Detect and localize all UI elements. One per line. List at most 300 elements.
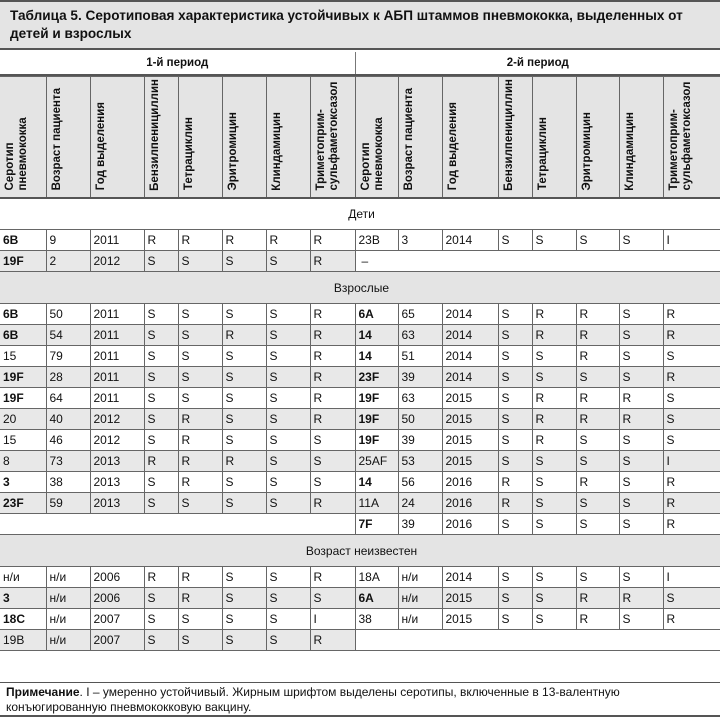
trimethoprim-cell: S xyxy=(663,430,720,451)
clindamycin-cell: R xyxy=(619,388,663,409)
erythromycin-cell: R xyxy=(576,409,619,430)
erythromycin-cell: S xyxy=(222,567,266,588)
age-cell: н/и xyxy=(398,588,442,609)
benzylpenicillin-cell: R xyxy=(498,472,532,493)
serotype-cell: 19B xyxy=(0,630,46,651)
erythromycin-cell: S xyxy=(576,514,619,535)
serotype-cell: 19F xyxy=(0,251,46,272)
age-cell: 46 xyxy=(46,430,90,451)
benzylpenicillin-cell: S xyxy=(498,388,532,409)
benzylpenicillin-cell: R xyxy=(144,567,178,588)
tetracycline-cell: R xyxy=(178,588,222,609)
tetracycline-cell: R xyxy=(532,409,576,430)
note-label: Примечание xyxy=(6,685,80,699)
age-cell: 38 xyxy=(46,472,90,493)
erythromycin-cell: S xyxy=(222,388,266,409)
age-cell: 50 xyxy=(398,409,442,430)
benzylpenicillin-cell: S xyxy=(144,472,178,493)
age-cell: 9 xyxy=(46,230,90,251)
clindamycin-cell: S xyxy=(619,325,663,346)
benzylpenicillin-cell: S xyxy=(144,251,178,272)
clindamycin-cell: S xyxy=(266,388,310,409)
serotype-cell: 20 xyxy=(0,409,46,430)
year-cell: 2014 xyxy=(442,304,498,325)
section-label: Взрослые xyxy=(0,272,720,304)
serotype-cell: 19F xyxy=(0,388,46,409)
clindamycin-cell: S xyxy=(619,304,663,325)
column-header-label: Эритромицин xyxy=(580,112,593,191)
erythromycin-cell: R xyxy=(576,609,619,630)
clindamycin-cell: S xyxy=(266,630,310,651)
table-row xyxy=(0,609,720,630)
tetracycline-cell: S xyxy=(178,493,222,514)
column-header-label: Бензилпенициллин xyxy=(148,78,161,191)
erythromycin-cell: R xyxy=(576,304,619,325)
clindamycin-cell: S xyxy=(619,567,663,588)
column-header xyxy=(310,77,355,198)
year-cell: 2014 xyxy=(442,567,498,588)
tetracycline-cell: S xyxy=(178,367,222,388)
age-cell: н/и xyxy=(46,588,90,609)
benzylpenicillin-cell: S xyxy=(144,304,178,325)
table-title: Таблица 5. Серотиповая характеристика устойчивых к АБП штаммов пневмококка, выделенных от детей и взрослых xyxy=(0,0,720,50)
column-header-label: Год выделения xyxy=(94,102,107,191)
tetracycline-cell: R xyxy=(532,430,576,451)
serotype-cell: 15 xyxy=(0,430,46,451)
year-cell: 2013 xyxy=(90,493,144,514)
clindamycin-cell: S xyxy=(619,230,663,251)
tetracycline-cell: S xyxy=(532,514,576,535)
column-header xyxy=(266,77,310,198)
tetracycline-cell: S xyxy=(178,609,222,630)
benzylpenicillin-cell: S xyxy=(144,609,178,630)
column-header-label: Бензилпенициллин xyxy=(502,78,515,191)
tetracycline-cell: S xyxy=(178,388,222,409)
age-cell: 79 xyxy=(46,346,90,367)
trimethoprim-cell: R xyxy=(310,251,355,272)
year-cell: 2011 xyxy=(90,230,144,251)
erythromycin-cell: S xyxy=(222,630,266,651)
trimethoprim-cell: S xyxy=(310,430,355,451)
benzylpenicillin-cell: S xyxy=(144,346,178,367)
clindamycin-cell: S xyxy=(266,430,310,451)
table-row xyxy=(0,451,720,472)
column-header xyxy=(619,77,663,198)
trimethoprim-cell: R xyxy=(310,567,355,588)
erythromycin-cell: R xyxy=(222,325,266,346)
column-header-label: Возраст пациента xyxy=(402,88,415,191)
age-cell: н/и xyxy=(398,609,442,630)
serotype-cell: 7F xyxy=(355,514,398,535)
column-header xyxy=(532,77,576,198)
age-cell: 3 xyxy=(398,230,442,251)
empty-cell xyxy=(0,514,355,535)
column-header xyxy=(90,77,144,198)
serotype-cell: 18A xyxy=(355,567,398,588)
column-header xyxy=(178,77,222,198)
benzylpenicillin-cell: R xyxy=(144,451,178,472)
clindamycin-cell: S xyxy=(266,251,310,272)
tetracycline-cell: S xyxy=(532,451,576,472)
erythromycin-cell: S xyxy=(576,567,619,588)
column-header xyxy=(355,77,398,198)
column-header xyxy=(442,77,498,198)
serotype-cell: 18C xyxy=(0,609,46,630)
erythromycin-cell: R xyxy=(222,230,266,251)
serotype-cell: 19F xyxy=(355,430,398,451)
tetracycline-cell: S xyxy=(178,630,222,651)
empty-cell xyxy=(355,630,720,651)
trimethoprim-cell: I xyxy=(310,609,355,630)
serotype-cell: 11A xyxy=(355,493,398,514)
tetracycline-cell: S xyxy=(532,567,576,588)
column-header-label: Эритромицин xyxy=(226,112,239,191)
trimethoprim-cell: R xyxy=(310,325,355,346)
year-cell: 2015 xyxy=(442,451,498,472)
column-header-label: Серотип пневмококка xyxy=(4,117,29,191)
tetracycline-cell: R xyxy=(532,388,576,409)
tetracycline-cell: R xyxy=(532,304,576,325)
year-cell: 2007 xyxy=(90,630,144,651)
age-cell: н/и xyxy=(46,609,90,630)
benzylpenicillin-cell: S xyxy=(498,325,532,346)
tetracycline-cell: R xyxy=(178,451,222,472)
year-cell: 2014 xyxy=(442,230,498,251)
serotype-cell: н/и xyxy=(0,567,46,588)
column-header-label: Клиндамицин xyxy=(270,111,283,191)
section-header-row xyxy=(0,272,720,304)
trimethoprim-cell: R xyxy=(663,325,720,346)
tetracycline-cell: S xyxy=(532,472,576,493)
age-cell: 50 xyxy=(46,304,90,325)
clindamycin-cell: S xyxy=(266,304,310,325)
column-header-label: Триметоприм-сульфаметоксазол xyxy=(314,81,340,191)
year-cell: 2011 xyxy=(90,346,144,367)
table-row xyxy=(0,567,720,588)
trimethoprim-cell: S xyxy=(310,451,355,472)
tetracycline-cell: S xyxy=(178,251,222,272)
tetracycline-cell: S xyxy=(532,230,576,251)
trimethoprim-cell: R xyxy=(663,609,720,630)
section-header-row xyxy=(0,535,720,567)
benzylpenicillin-cell: R xyxy=(498,493,532,514)
serotype-cell: 14 xyxy=(355,346,398,367)
serotype-cell: 14 xyxy=(355,472,398,493)
erythromycin-cell: S xyxy=(222,609,266,630)
benzylpenicillin-cell: S xyxy=(144,388,178,409)
clindamycin-cell: S xyxy=(619,493,663,514)
erythromycin-cell: S xyxy=(222,346,266,367)
age-cell: 39 xyxy=(398,514,442,535)
column-header xyxy=(0,77,46,198)
benzylpenicillin-cell: R xyxy=(144,230,178,251)
tetracycline-cell: R xyxy=(178,430,222,451)
benzylpenicillin-cell: S xyxy=(144,430,178,451)
table-row xyxy=(0,388,720,409)
serotype-cell: 6A xyxy=(355,304,398,325)
serotype-cell: 19F xyxy=(355,409,398,430)
benzylpenicillin-cell: S xyxy=(498,567,532,588)
age-cell: н/и xyxy=(46,630,90,651)
year-cell: 2011 xyxy=(90,388,144,409)
table-row xyxy=(0,472,720,493)
tetracycline-cell: S xyxy=(532,367,576,388)
clindamycin-cell: S xyxy=(266,493,310,514)
erythromycin-cell: S xyxy=(576,367,619,388)
year-cell: 2014 xyxy=(442,367,498,388)
serotype-cell: 6B xyxy=(0,230,46,251)
trimethoprim-cell: S xyxy=(663,588,720,609)
age-cell: 39 xyxy=(398,367,442,388)
age-cell: 56 xyxy=(398,472,442,493)
year-cell: 2015 xyxy=(442,588,498,609)
tetracycline-cell: S xyxy=(532,346,576,367)
column-header-label: Тетрациклин xyxy=(536,117,549,191)
tetracycline-cell: R xyxy=(178,567,222,588)
serotype-cell: 6B xyxy=(0,325,46,346)
erythromycin-cell: R xyxy=(576,388,619,409)
serotype-cell: 14 xyxy=(355,325,398,346)
clindamycin-cell: S xyxy=(619,451,663,472)
trimethoprim-cell: S xyxy=(663,388,720,409)
benzylpenicillin-cell: S xyxy=(498,451,532,472)
benzylpenicillin-cell: S xyxy=(144,588,178,609)
trimethoprim-cell: S xyxy=(310,472,355,493)
column-header-label: Тетрациклин xyxy=(182,117,195,191)
clindamycin-cell: S xyxy=(266,472,310,493)
age-cell: 59 xyxy=(46,493,90,514)
table-row xyxy=(0,230,720,251)
erythromycin-cell: S xyxy=(222,409,266,430)
clindamycin-cell: S xyxy=(266,409,310,430)
serotype-cell: 3 xyxy=(0,472,46,493)
erythromycin-cell: S xyxy=(576,230,619,251)
trimethoprim-cell: R xyxy=(663,493,720,514)
column-header-label: Серотип пневмококка xyxy=(359,117,385,191)
serotype-cell: 23B xyxy=(355,230,398,251)
period-1-header: 1-й период xyxy=(0,52,356,74)
year-cell: 2015 xyxy=(442,409,498,430)
clindamycin-cell: S xyxy=(619,430,663,451)
benzylpenicillin-cell: S xyxy=(498,514,532,535)
benzylpenicillin-cell: S xyxy=(498,230,532,251)
year-cell: 2015 xyxy=(442,609,498,630)
period-header-row xyxy=(0,52,720,76)
age-cell: 24 xyxy=(398,493,442,514)
note-text: . I – умеренно устойчивый. Жирным шрифтом выделены серотипы, включенные в 13-валентную конъюгированную пневмококковую вакцину. xyxy=(6,685,620,714)
trimethoprim-cell: I xyxy=(663,567,720,588)
year-cell: 2016 xyxy=(442,472,498,493)
clindamycin-cell: R xyxy=(266,230,310,251)
table-row xyxy=(0,409,720,430)
column-header xyxy=(398,77,442,198)
table-row xyxy=(0,493,720,514)
benzylpenicillin-cell: S xyxy=(144,630,178,651)
serotype-cell: 25AF xyxy=(355,451,398,472)
period-2-header: 2-й период xyxy=(506,57,569,69)
erythromycin-cell: S xyxy=(576,493,619,514)
serotype-cell: 23F xyxy=(0,493,46,514)
column-header-label: Клиндамицин xyxy=(623,111,636,191)
clindamycin-cell: R xyxy=(619,588,663,609)
serotype-cell: 38 xyxy=(355,609,398,630)
year-cell: 2012 xyxy=(90,430,144,451)
age-cell: 2 xyxy=(46,251,90,272)
age-cell: 51 xyxy=(398,346,442,367)
trimethoprim-cell: R xyxy=(310,388,355,409)
column-header-label: Триметоприм-сульфаметоксазол xyxy=(667,81,693,191)
clindamycin-cell: S xyxy=(266,588,310,609)
erythromycin-cell: S xyxy=(222,304,266,325)
trimethoprim-cell: R xyxy=(663,304,720,325)
age-cell: 54 xyxy=(46,325,90,346)
table-row xyxy=(0,346,720,367)
year-cell: 2016 xyxy=(442,514,498,535)
year-cell: 2013 xyxy=(90,472,144,493)
column-header xyxy=(46,77,90,198)
trimethoprim-cell: R xyxy=(310,304,355,325)
trimethoprim-cell: I xyxy=(663,230,720,251)
clindamycin-cell: S xyxy=(619,514,663,535)
benzylpenicillin-cell: S xyxy=(498,430,532,451)
tetracycline-cell: S xyxy=(178,346,222,367)
trimethoprim-cell: R xyxy=(663,472,720,493)
clindamycin-cell: S xyxy=(619,609,663,630)
trimethoprim-cell: R xyxy=(310,409,355,430)
table-row xyxy=(0,430,720,451)
trimethoprim-cell: R xyxy=(310,346,355,367)
age-cell: н/и xyxy=(398,567,442,588)
erythromycin-cell: R xyxy=(576,588,619,609)
age-cell: 28 xyxy=(46,367,90,388)
clindamycin-cell: S xyxy=(266,609,310,630)
clindamycin-cell: S xyxy=(619,472,663,493)
year-cell: 2011 xyxy=(90,367,144,388)
age-cell: 39 xyxy=(398,430,442,451)
section-label: Дети xyxy=(0,198,720,230)
erythromycin-cell: S xyxy=(222,367,266,388)
trimethoprim-cell: R xyxy=(310,367,355,388)
column-header xyxy=(498,77,532,198)
year-cell: 2014 xyxy=(442,346,498,367)
trimethoprim-cell: S xyxy=(310,588,355,609)
year-cell: 2006 xyxy=(90,588,144,609)
year-cell: 2016 xyxy=(442,493,498,514)
column-header xyxy=(576,77,619,198)
tetracycline-cell: S xyxy=(532,609,576,630)
clindamycin-cell: S xyxy=(266,451,310,472)
tetracycline-cell: S xyxy=(532,588,576,609)
clindamycin-cell: S xyxy=(619,346,663,367)
tetracycline-cell: S xyxy=(178,325,222,346)
year-cell: 2007 xyxy=(90,609,144,630)
table-row xyxy=(0,325,720,346)
serotype-table xyxy=(0,76,720,651)
benzylpenicillin-cell: S xyxy=(498,367,532,388)
year-cell: 2015 xyxy=(442,430,498,451)
erythromycin-cell: R xyxy=(576,472,619,493)
table-note xyxy=(0,682,720,717)
tetracycline-cell: R xyxy=(532,325,576,346)
age-cell: 64 xyxy=(46,388,90,409)
trimethoprim-cell: I xyxy=(663,451,720,472)
trimethoprim-cell: S xyxy=(663,409,720,430)
age-cell: 53 xyxy=(398,451,442,472)
no-data-cell: – xyxy=(355,251,720,272)
age-cell: 65 xyxy=(398,304,442,325)
section-label: Возраст неизвестен xyxy=(0,535,720,567)
tetracycline-cell: R xyxy=(178,409,222,430)
age-cell: н/и xyxy=(46,567,90,588)
table-row xyxy=(0,304,720,325)
section-header-row xyxy=(0,198,720,230)
erythromycin-cell: R xyxy=(576,325,619,346)
clindamycin-cell: R xyxy=(619,409,663,430)
benzylpenicillin-cell: S xyxy=(144,325,178,346)
tetracycline-cell: R xyxy=(178,472,222,493)
erythromycin-cell: S xyxy=(576,430,619,451)
clindamycin-cell: S xyxy=(266,567,310,588)
erythromycin-cell: S xyxy=(222,493,266,514)
benzylpenicillin-cell: S xyxy=(144,409,178,430)
benzylpenicillin-cell: S xyxy=(498,588,532,609)
column-header-row xyxy=(0,77,720,198)
table-row xyxy=(0,588,720,609)
column-header xyxy=(222,77,266,198)
benzylpenicillin-cell: S xyxy=(498,609,532,630)
tetracycline-cell: R xyxy=(178,230,222,251)
serotype-cell: 6B xyxy=(0,304,46,325)
benzylpenicillin-cell: S xyxy=(498,346,532,367)
serotype-cell: 23F xyxy=(355,367,398,388)
table-row xyxy=(0,514,720,535)
year-cell: 2006 xyxy=(90,567,144,588)
column-header-label: Возраст пациента xyxy=(50,88,63,191)
age-cell: 40 xyxy=(46,409,90,430)
trimethoprim-cell: R xyxy=(663,514,720,535)
erythromycin-cell: S xyxy=(222,430,266,451)
erythromycin-cell: S xyxy=(222,588,266,609)
year-cell: 2012 xyxy=(90,251,144,272)
column-header-label: Год выделения xyxy=(446,102,459,191)
benzylpenicillin-cell: S xyxy=(144,367,178,388)
clindamycin-cell: S xyxy=(266,367,310,388)
year-cell: 2012 xyxy=(90,409,144,430)
clindamycin-cell: S xyxy=(266,325,310,346)
serotype-cell: 3 xyxy=(0,588,46,609)
column-header xyxy=(663,77,720,198)
tetracycline-cell: S xyxy=(532,493,576,514)
column-header xyxy=(144,77,178,198)
benzylpenicillin-cell: S xyxy=(498,409,532,430)
year-cell: 2014 xyxy=(442,325,498,346)
trimethoprim-cell: S xyxy=(663,346,720,367)
erythromycin-cell: S xyxy=(222,472,266,493)
year-cell: 2013 xyxy=(90,451,144,472)
year-cell: 2011 xyxy=(90,304,144,325)
serotype-cell: 19F xyxy=(0,367,46,388)
table-body xyxy=(0,198,720,651)
serotype-cell: 8 xyxy=(0,451,46,472)
age-cell: 63 xyxy=(398,388,442,409)
serotype-cell: 19F xyxy=(355,388,398,409)
erythromycin-cell: S xyxy=(222,251,266,272)
erythromycin-cell: S xyxy=(576,451,619,472)
table-row xyxy=(0,251,720,272)
clindamycin-cell: S xyxy=(619,367,663,388)
clindamycin-cell: S xyxy=(266,346,310,367)
trimethoprim-cell: R xyxy=(310,493,355,514)
